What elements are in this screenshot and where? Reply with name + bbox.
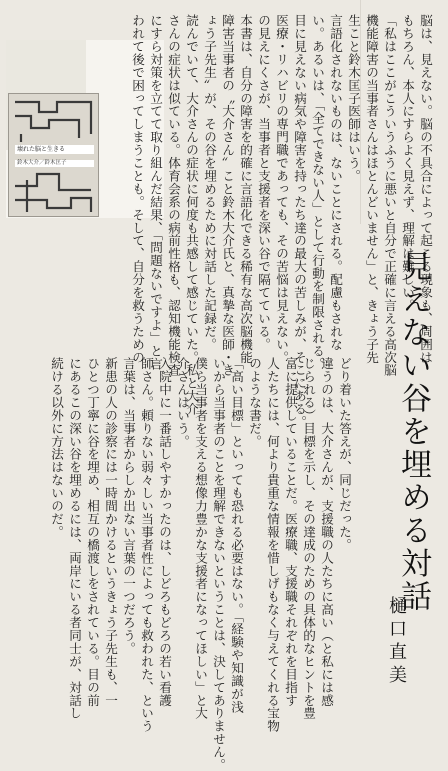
- article-title: 見えない谷を埋める対話: [395, 250, 431, 613]
- article-body-lower: どり着いた答えが、同じだった。 違うのは、大介さんが、支援職の人たちに高い（と私には感 じられる）目標を示し、その達成のための具体的なヒントを豊 富に提供していることだ。医療職、支援職それぞれを目指す 人たちには、何より貴重な情報を惜しげもなく与えてくれる宝物 のような書だ。 「高い目標」といっても恐れる必要はない。「経験や知識が浅 いから当事者のことを理解できないということは、決してありません。 僕ら当事者を支える想像力豊かな支援者になってほしい」と大 介さんはいう。 入院中に一番話しやすかったのは、しどろもどろの若い看護 師さん。頼りない弱々しい当事者性によっても救われた、という 言葉は、当事者からしか出ない言葉の一つだろう。 新患の人の診察には一時間かけるというきょう子先生も、一 ひとつ丁寧に谷を埋め、相互の橋渡しをされている。目の前 にあるこの深い谷を埋めるには、両岸にいる者同士が、対話し 続ける以外に方法はないのだ。: [49, 357, 352, 771]
- book-cover-authors: 鈴木大介／鈴木匡子: [15, 160, 94, 167]
- book-cover-title: 壊れた脳と生きる: [15, 145, 94, 154]
- article-author: 樋口直美: [386, 596, 407, 688]
- book-cover: [8, 93, 99, 217]
- maze-pattern-icon: [9, 94, 98, 216]
- article-body-upper: 脳は、見えない。脳の不具合によって起こる現象も、周囲は もちろん、本人にすらよく見えず、理解は難しい。 「私はここがこういうふうに悪いと自分で正確に言える高次脳 機能障害の当事者さんはほとんどいません」と、きょう子先 生こと鈴木匡子医師はいう。 言語化されないものは、ないことにされる。配慮もされな い。あるいは、「全てできない人」として行動を制限される。 目に見えない病気や障害を持ったち達の最大の苦しみが、そこにある。 医療・リハビリの専門職であっても、その苦悩は見えない。 の見えにくさが、当事者と支援者を深い谷で隔てている。 本書は、自分の障害を的確に言語化できる稀有な高次脳機能 障害当事者の〝大介さん〟こと鈴木大介氏と、真摯な医師・き ょう子先生〟が、その谷を埋めるために対話した記録だ。 読んでいて、大介さんの症状に何度も共感して感じていた。私と大介 さんの症状は似ている。体育会系の病前性格も、認知機能検査 にすら対策を立てて取り組んだ結果、「問題ないですよ」と言 われて後で困ってしまうことも。そして、自分を救うための: [130, 14, 433, 429]
